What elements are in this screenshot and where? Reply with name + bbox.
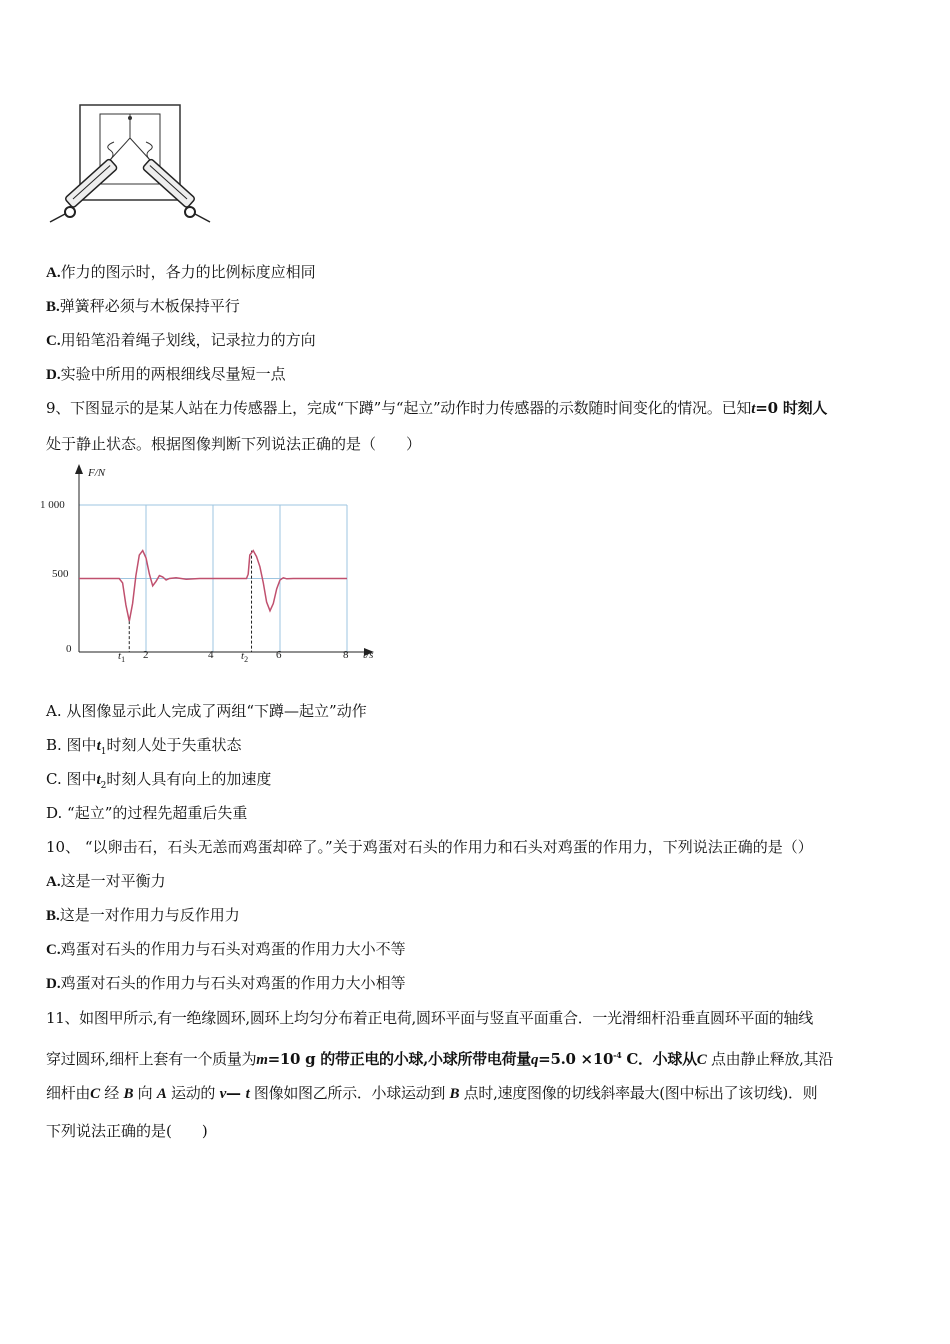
q9-stem-line2: 处于静止状态。根据图像判断下列说法正确的是（ ） <box>46 435 422 453</box>
x-tick-2: 2 <box>143 649 149 661</box>
force-experiment-figure <box>40 100 220 230</box>
force-time-chart <box>30 462 390 672</box>
q8-option-a: A.作力的图示时，各力的比例标度应相同 <box>46 263 316 281</box>
y-tick-500: 500 <box>52 568 69 580</box>
q11-line3: 细杆由C 经 B 向 A 运动的 v— t 图像如图乙所示．小球运动到 B 点时,速度图像的切线斜率最大(图中标出了该切线)．则 <box>46 1084 818 1102</box>
q9-stem-line1: 9、下图显示的是某人站在力传感器上，完成“下蹲”与“起立”动作时力传感器的示数随时间变化的情况。已知t=0 时刻人 <box>46 399 828 417</box>
q9-option-b: B. 图中$t_1$时刻人处于失重状态 <box>46 736 242 757</box>
q10-option-b: B.这是一对作用力与反作用力 <box>46 906 240 924</box>
t1-marker-label: $t_1$ <box>118 650 126 664</box>
q8-option-b: B.弹簧秤必须与木板保持平行 <box>46 297 240 315</box>
x-tick-6: 6 <box>276 649 282 661</box>
q9-option-d: D. “起立”的过程先超重后失重 <box>46 804 248 822</box>
q10-option-a: A.这是一对平衡力 <box>46 872 166 890</box>
x-axis-label: t/s <box>363 649 374 661</box>
q11-line1: 11、如图甲所示,有一绝缘圆环,圆环上均匀分布着正电荷,圆环平面与竖直平面重合．一光滑细杆沿垂直圆环平面的轴线 <box>46 1009 813 1027</box>
y-axis-arrow <box>75 464 83 474</box>
q10-stem: 10、 “以卵击石，石头无恙而鸡蛋却碎了。”关于鸡蛋对石头的作用力和石头对鸡蛋的作用力，下列说法正确的是（） <box>46 838 813 856</box>
q11-line2: 穿过圆环,细杆上套有一个质量为m=10 g 的带正电的小球,小球所带电荷量$q=5.0 \times 10^{-4}$ C．小球从C 点由静止释放,其沿 <box>46 1050 834 1068</box>
q8-option-d: D.实验中所用的两根细线尽量短一点 <box>46 365 286 383</box>
q10-option-d: D.鸡蛋对石头的作用力与石头对鸡蛋的作用力大小相等 <box>46 974 406 992</box>
y-tick-1000: 1 000 <box>40 499 65 511</box>
y-axis-label: F/N <box>88 467 106 479</box>
x-tick-8: 8 <box>343 649 349 661</box>
q8-option-c: C.用铅笔沿着绳子划线，记录拉力的方向 <box>46 331 316 349</box>
y-tick-0: 0 <box>66 643 72 655</box>
q11-line4: 下列说法正确的是( ) <box>46 1122 208 1140</box>
x-tick-4: 4 <box>208 649 214 661</box>
q10-option-c: C.鸡蛋对石头的作用力与石头对鸡蛋的作用力大小不等 <box>46 940 406 958</box>
q9-option-a: A. 从图像显示此人完成了两组“下蹲—起立”动作 <box>46 702 367 720</box>
t2-marker-label: $t_2$ <box>241 650 249 664</box>
q9-option-c: C. 图中$t_2$时刻人具有向上的加速度 <box>46 770 272 791</box>
